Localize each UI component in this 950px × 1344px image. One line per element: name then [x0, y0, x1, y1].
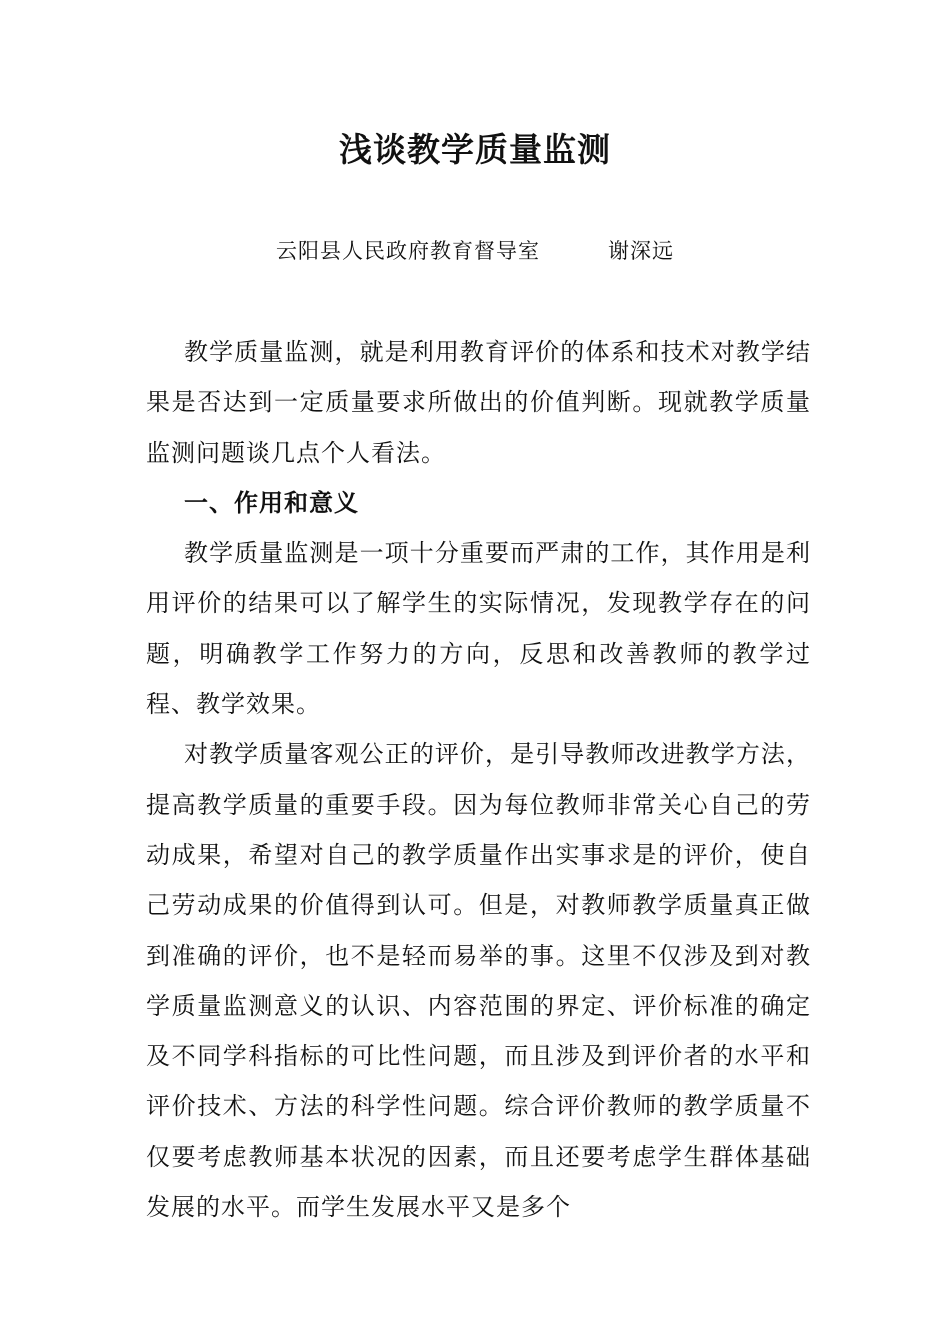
body-paragraph: 对教学质量客观公正的评价，是引导教师改进教学方法，提高教学质量的重要手段。因为每位教师非常关心自己的劳动成果，希望对自己的教学质量作出实事求是的评价，使自己劳动成果的价值得到认可。但是，对教师教学质量真正做到准确的评价，也不是轻而易举的事。这里不仅涉及到对教学质量监测意义的认识、内容范围的界定、评价标准的确定及不同学科指标的可比性问题，而且涉及到评价者的水平和评价技术、方法的科学性问题。综合评价教师的教学质量不仅要考虑教师基本状况的因素，而且还要考虑学生群体基础发展的水平。而学生发展水平又是多个 — [146, 740, 811, 1222]
author-name: 谢深远 — [608, 239, 674, 263]
body-paragraph: 教学质量监测是一项十分重要而严肃的工作，其作用是利用评价的结果可以了解学生的实际情况，发现教学存在的问题，明确教学工作努力的方向，反思和改善教师的教学过程、教学效果。 — [146, 539, 811, 719]
byline — [0, 236, 950, 266]
section-heading: 一、作用和意义 — [184, 487, 359, 517]
author-affiliation: 云阳县人民政府教育督导室 — [276, 239, 540, 263]
document-title: 浅谈教学质量监测 — [339, 130, 611, 169]
document-body — [146, 327, 811, 1232]
intro-paragraph: 教学质量监测，就是利用教育评价的体系和技术对教学结果是否达到一定质量要求所做出的价值判断。现就教学质量监测问题谈几点个人看法。 — [146, 338, 811, 467]
